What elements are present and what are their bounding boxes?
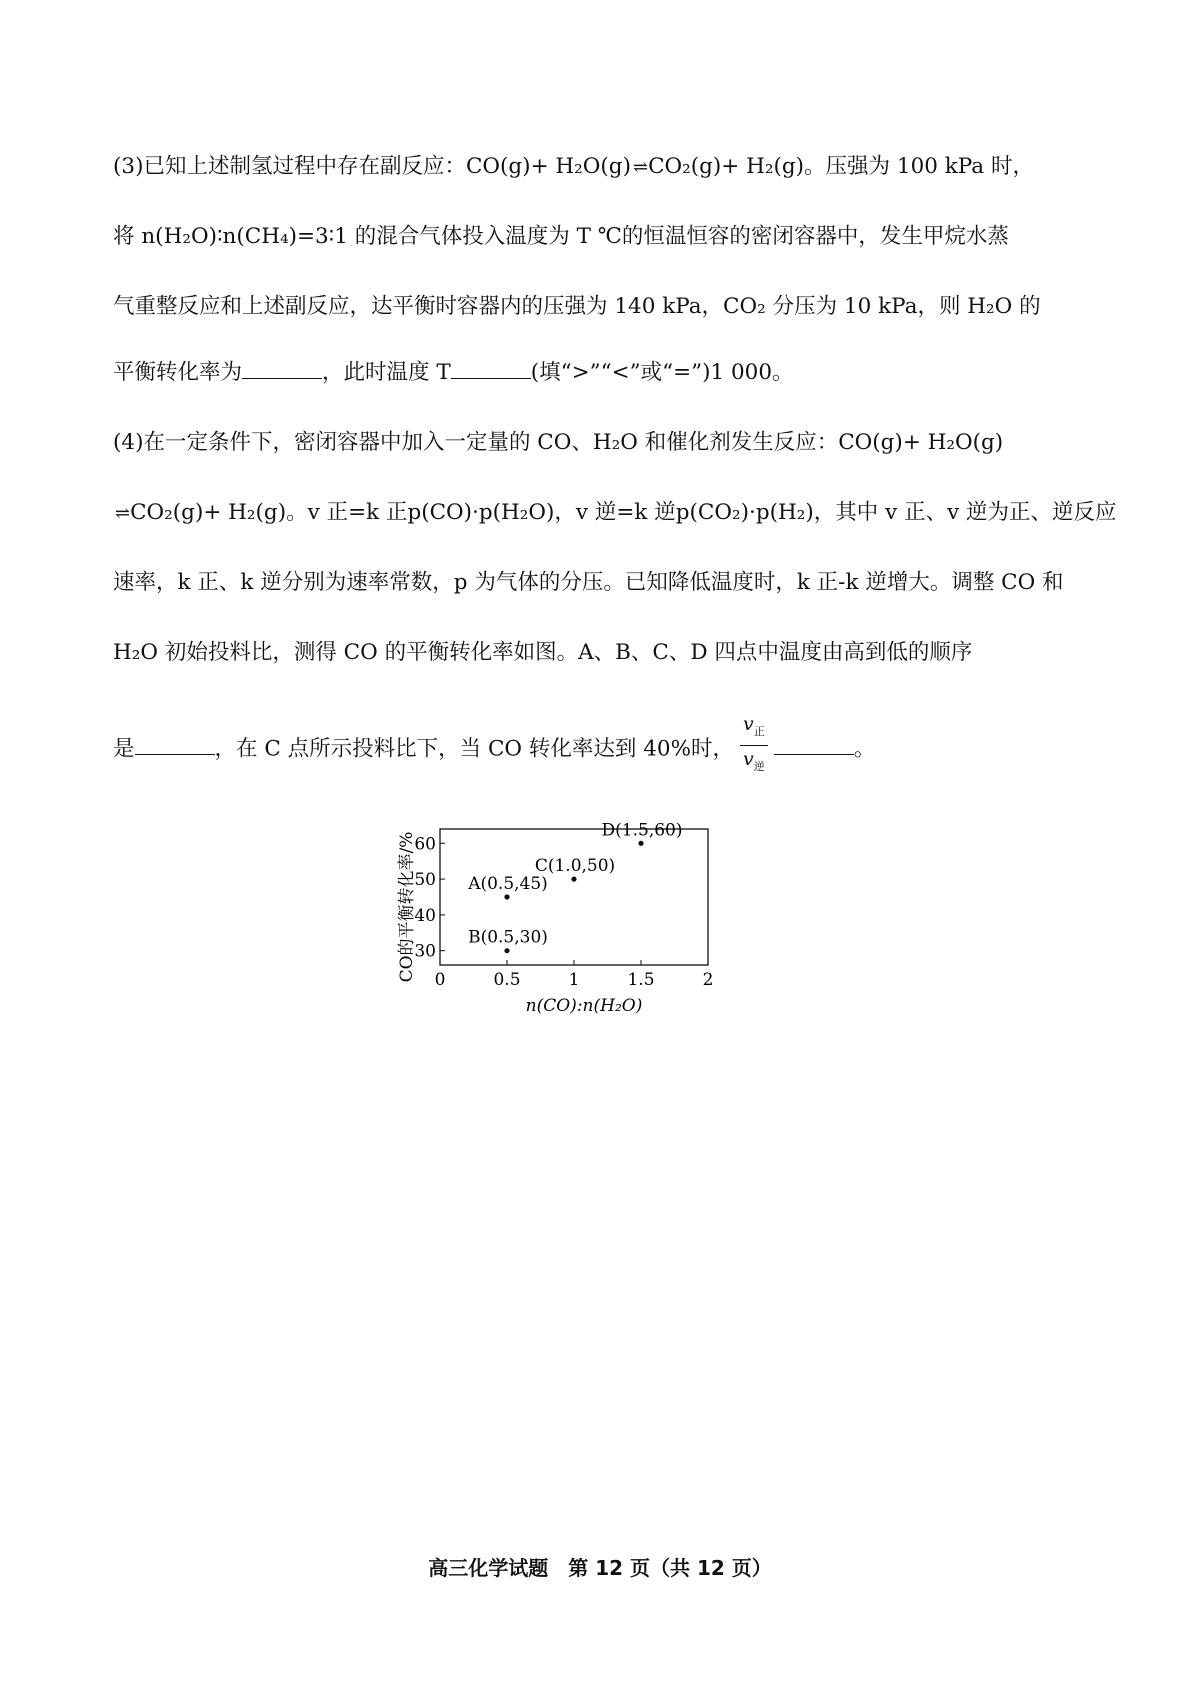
text-segment: ，此时温度 T xyxy=(322,360,451,385)
question-3-line-1 xyxy=(113,152,1034,183)
answer-blank[interactable] xyxy=(135,734,215,755)
fraction-numerator xyxy=(740,711,768,746)
question-4-line-5 xyxy=(113,715,875,784)
rate-ratio-fraction xyxy=(740,711,768,780)
y-axis-label: CO的平衡转化率/% xyxy=(397,831,417,983)
data-point-label: C(1.0,50) xyxy=(534,856,616,877)
question-3-line-2: 将 n(H₂O)∶n(CH₄)=3∶1 的混合气体投入温度为 T ℃的恒温恒容的密闭容器中，发生甲烷水蒸 xyxy=(113,224,1009,249)
subscript: 逆 xyxy=(753,759,765,773)
text-segment: CO₂(g)+ H₂(g)。v 正=k 正p(CO)·p(H₂O)，v 逆=k 逆p(CO₂)·p(H₂)，其中 v 正、v 逆为正、逆反应 xyxy=(130,500,1117,525)
chart-points xyxy=(467,820,682,953)
data-point-label: B(0.5,30) xyxy=(468,927,548,948)
x-tick-label: 0 xyxy=(434,970,446,990)
y-tick-label: 60 xyxy=(414,834,436,855)
text-segment: 平衡转化率为 xyxy=(113,360,243,385)
x-axis-label: n(CO):n(H₂O) xyxy=(525,996,643,1016)
data-point-label: D(1.5,60) xyxy=(601,820,683,841)
x-tick-label: 1 xyxy=(568,970,580,990)
text-segment: 。 xyxy=(853,736,876,762)
fraction-denominator xyxy=(740,746,768,780)
answer-blank[interactable] xyxy=(451,358,531,379)
y-tick-label: 40 xyxy=(414,905,436,926)
equilibrium-arrow: ⇌ xyxy=(632,157,647,178)
data-point xyxy=(638,841,643,846)
text-segment: (3)已知上述制氢过程中存在副反应：CO(g)+ H₂O(g) xyxy=(113,154,631,179)
question-3-line-3: 气重整反应和上述副反应，达平衡时容器内的压强为 140 kPa，CO₂ 分压为 10 kPa，则 H₂O 的 xyxy=(113,294,1041,319)
x-tick-label: 0.5 xyxy=(493,970,521,990)
answer-blank[interactable] xyxy=(774,734,854,755)
data-point xyxy=(504,948,509,953)
text-segment: ，在 C 点所示投料比下，当 CO 转化率达到 40%时， xyxy=(214,736,735,762)
question-4-line-2 xyxy=(113,498,1117,529)
question-3-line-4 xyxy=(113,358,794,388)
data-point xyxy=(504,894,509,899)
conversion-scatter-chart xyxy=(397,815,800,1115)
text-segment: (填“>”“<”或“=”)1 000。 xyxy=(530,360,794,385)
subscript: 正 xyxy=(753,724,765,738)
y-tick-label: 30 xyxy=(414,941,436,962)
data-point xyxy=(571,877,576,882)
v-symbol: v xyxy=(743,713,754,735)
x-tick-label: 1.5 xyxy=(627,970,655,990)
y-tick-label: 50 xyxy=(414,870,436,891)
data-point-label: A(0.5,45) xyxy=(468,874,548,894)
answer-blank[interactable] xyxy=(242,358,322,379)
text-segment: 是 xyxy=(113,736,135,762)
equilibrium-arrow: ⇌ xyxy=(115,503,129,524)
v-symbol: v xyxy=(743,747,754,770)
page-footer: 高三化学试题 第 12 页（共 12 页） xyxy=(428,1556,772,1580)
question-4-line-3: 速率，k 正、k 逆分别为速率常数，p 为气体的分压。已知降低温度时，k 正-k 逆增大。调整 CO 和 xyxy=(113,570,1064,595)
question-4-line-4: H₂O 初始投料比，测得 CO 的平衡转化率如图。A、B、C、D 四点中温度由高到低的顺序 xyxy=(113,640,973,665)
text-segment: CO₂(g)+ H₂(g)。压强为 100 kPa 时， xyxy=(648,154,1034,179)
x-tick-label: 2 xyxy=(702,970,714,990)
question-4-line-1: (4)在一定条件下，密闭容器中加入一定量的 CO、H₂O 和催化剂发生反应：CO(g)+ H₂O(g) xyxy=(113,430,1004,455)
